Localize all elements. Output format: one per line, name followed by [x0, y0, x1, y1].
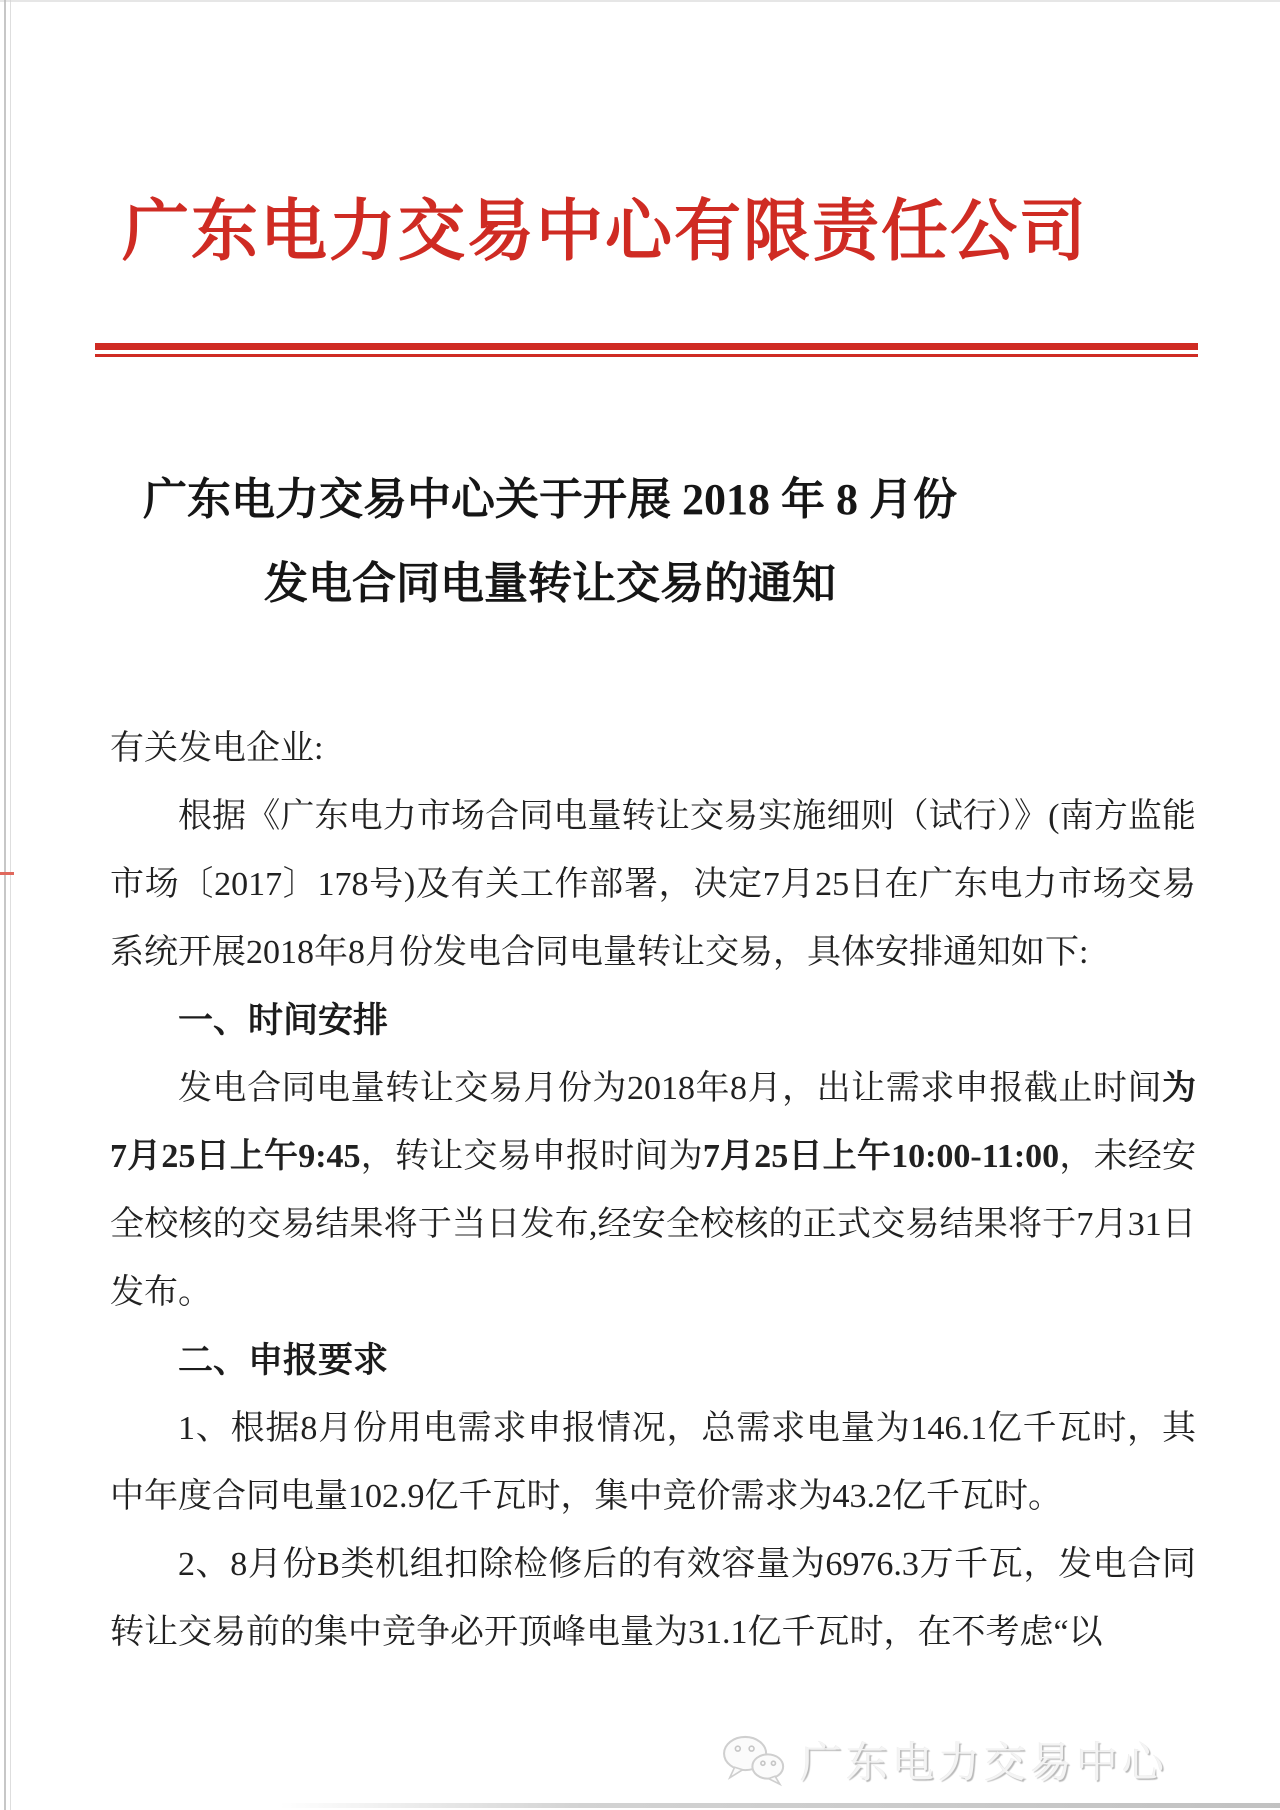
section-2-heading: 二、申报要求: [178, 1341, 389, 1380]
rule-thin-line: [95, 354, 1198, 357]
letterhead-company-name: 广东电力交易中心有限责任公司: [122, 195, 1088, 269]
deadline-bold-2: 7月25日上午10:00-11:00: [702, 1138, 1060, 1175]
document-title-line2: 发电合同电量转让交易的通知: [264, 559, 836, 608]
red-margin-mark: [0, 872, 14, 875]
letterhead-double-rule: [95, 343, 1198, 357]
document-title-line1: 广东电力交易中心关于开展 2018 年 8 月份: [143, 475, 957, 524]
watermark-label: 广东电力交易中心: [799, 1739, 1168, 1786]
time-text-1: 发电合同电量转让交易月份为2018年8月，出让需求申报截止时间: [178, 1070, 1162, 1107]
requirement-item-1: 1、根据8月份用电需求申报情况，总需求电量为146.1亿千瓦时，其中年度合同电量102.9亿千瓦时，集中竞价需求为43.2亿千瓦时。: [110, 1410, 1196, 1515]
requirement-item-2: 2、8月份B类机组扣除检修后的有效容量为6976.3万千瓦，发电合同转让交易前的集中竞争必开顶峰电量为31.1亿千瓦时，在不考虑“以: [110, 1546, 1196, 1651]
scan-edge-top: [0, 0, 1280, 2]
watermark: [720, 1730, 1168, 1790]
notice-body: [110, 715, 1196, 1667]
time-text-3: ，未经安全校核的交易结果将于当日发布,经安全校核的正式交易结果将于7月31日发布。: [110, 1138, 1197, 1311]
time-text-2: ，转让交易申报时间为: [360, 1138, 703, 1175]
deadline-bold-1: 为7月25日上午9:45: [110, 1070, 1196, 1175]
scan-artifact-bottom: [280, 1803, 1280, 1808]
wechat-icon: [720, 1732, 788, 1788]
salutation: 有关发电企业:: [110, 730, 324, 767]
time-arrangement-paragraph: [110, 1055, 1196, 1327]
document-title: [0, 458, 1280, 626]
rule-thick-line: [95, 343, 1198, 350]
intro-paragraph: 根据《广东电力市场合同电量转让交易实施细则（试行）》(南方监能市场〔2017〕178号)及有关工作部署，决定7月25日在广东电力市场交易系统开展2018年8月份发电合同电量转让交易，具体安排通知如下:: [110, 798, 1196, 971]
section-1-heading: 一、时间安排: [178, 1001, 389, 1040]
